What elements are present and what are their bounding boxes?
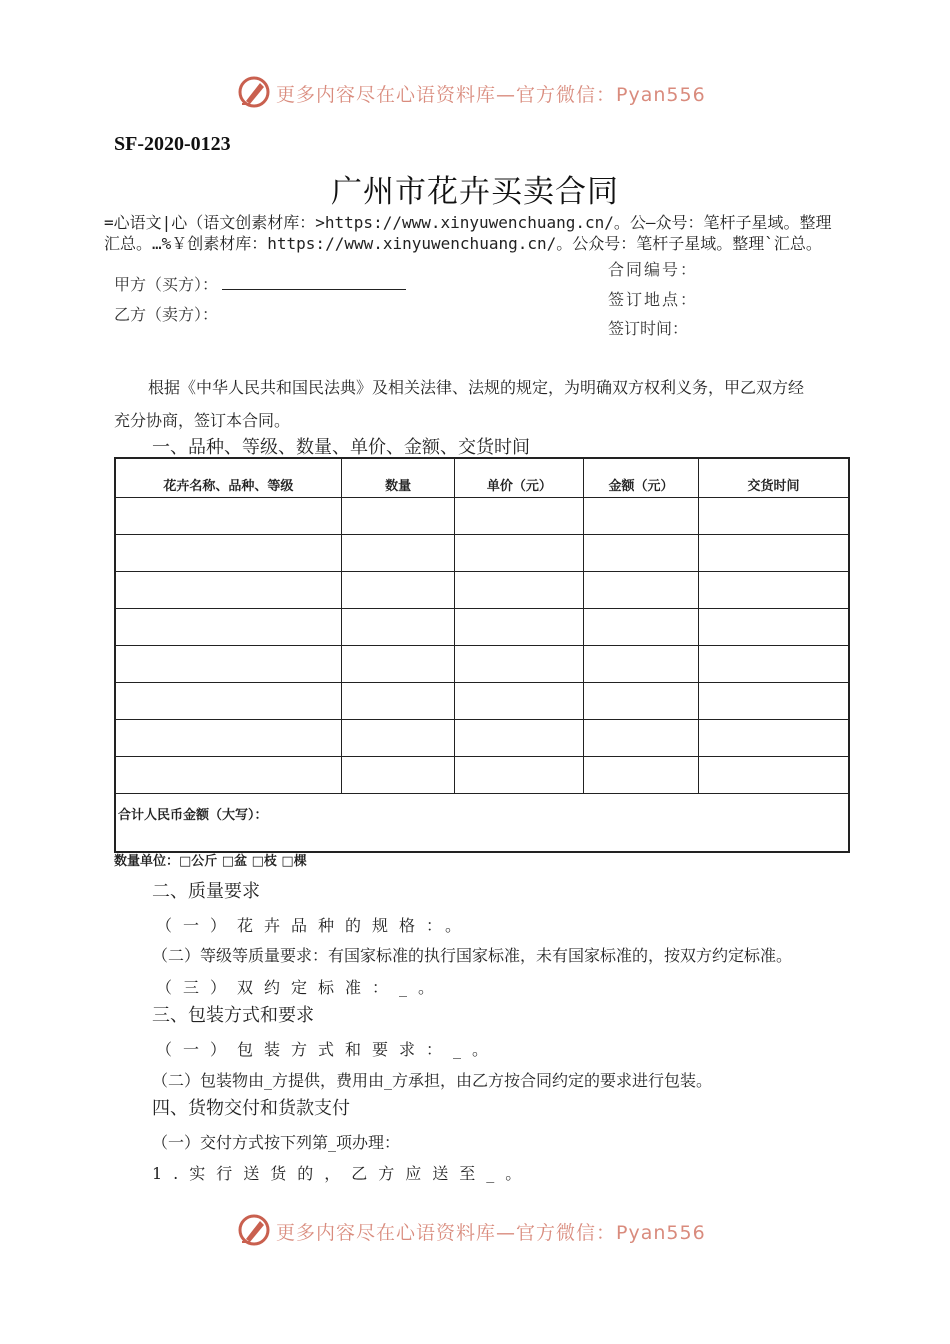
- table-cell[interactable]: [584, 757, 699, 794]
- table-cell[interactable]: [455, 646, 584, 683]
- table-cell[interactable]: [455, 683, 584, 720]
- watermark-line-2: 汇总。…%￥创素材库：https://www.xinyuwenchuang.cn/。公众号：笔杆子星域。整理`汇总。: [104, 234, 822, 253]
- pen-seal-logo-icon: [236, 1212, 272, 1248]
- total-amount-label: 合计人民币金额（大写）：: [115, 794, 849, 853]
- table-cell[interactable]: [698, 498, 849, 535]
- table-cell[interactable]: [455, 572, 584, 609]
- intro-line-2: 充分协商，签订本合同。: [114, 411, 291, 430]
- banner-text: 更多内容尽在心语资料库—官方微信：Pyan556: [276, 84, 706, 106]
- watermark-line-1: =心语文|心（语文创素材库：>https://www.xinyuwenchuang.cn/。公—众号：笔杆子星域。整理: [104, 213, 832, 232]
- table-cell[interactable]: [455, 720, 584, 757]
- table-row: [115, 609, 849, 646]
- section-4-heading: 四、货物交付和货款支付: [152, 1098, 350, 1119]
- table-cell[interactable]: [341, 646, 455, 683]
- column-header: 金额（元）: [584, 458, 699, 498]
- document-number: SF-2020-0123: [114, 133, 231, 155]
- column-header: 花卉名称、品种、等级: [115, 458, 341, 498]
- banner-text: 更多内容尽在心语资料库—官方微信：Pyan556: [276, 1222, 706, 1244]
- table-row: [115, 757, 849, 794]
- table-cell[interactable]: [341, 720, 455, 757]
- table-cell[interactable]: [341, 535, 455, 572]
- bottom-banner: [0, 1212, 950, 1252]
- table-cell[interactable]: [341, 609, 455, 646]
- table-header-row: [115, 458, 849, 498]
- table-cell[interactable]: [455, 535, 584, 572]
- intro-line-1: 根据《中华人民共和国民法典》及相关法律、法规的规定，为明确双方权利义务，甲乙双方经: [148, 378, 805, 397]
- table-cell[interactable]: [698, 646, 849, 683]
- table-cell[interactable]: [584, 646, 699, 683]
- table-cell[interactable]: [455, 609, 584, 646]
- table-cell[interactable]: [584, 535, 699, 572]
- column-header: 数量: [341, 458, 455, 498]
- table-cell[interactable]: [698, 757, 849, 794]
- table-row: [115, 572, 849, 609]
- table-row: [115, 535, 849, 572]
- table-row: [115, 683, 849, 720]
- goods-table: [114, 457, 850, 853]
- table-row: [115, 498, 849, 535]
- table-cell[interactable]: [698, 683, 849, 720]
- pen-seal-logo-icon: [236, 74, 272, 110]
- buyer-label: 甲方（买方）：: [114, 275, 219, 294]
- table-cell[interactable]: [341, 757, 455, 794]
- table-cell[interactable]: [115, 609, 341, 646]
- column-header: 交货时间: [698, 458, 849, 498]
- table-cell[interactable]: [584, 683, 699, 720]
- section-2-heading: 二、质量要求: [152, 881, 260, 902]
- table-cell[interactable]: [115, 572, 341, 609]
- table-cell[interactable]: [698, 572, 849, 609]
- page-title: 广州市花卉买卖合同: [331, 174, 619, 210]
- section-3-item-2: （二）包装物由_方提供，费用由_方承担，由乙方按合同约定的要求进行包装。: [152, 1071, 713, 1090]
- section-4-item-1: （一）交付方式按下列第_项办理：: [152, 1133, 401, 1152]
- table-cell[interactable]: [698, 720, 849, 757]
- buyer-underline: [222, 275, 406, 290]
- total-row: [115, 794, 849, 853]
- table-cell[interactable]: [115, 498, 341, 535]
- table-cell[interactable]: [584, 572, 699, 609]
- sign-place-label: 签订地点：: [608, 290, 699, 309]
- table-cell[interactable]: [115, 535, 341, 572]
- table-row: [115, 646, 849, 683]
- section-1-heading: 一、品种、等级、数量、单价、金额、交货时间: [152, 437, 530, 458]
- quantity-units: 数量单位：□公斤 □盆 □枝 □棵: [114, 854, 307, 869]
- table-cell[interactable]: [698, 535, 849, 572]
- table-cell[interactable]: [115, 683, 341, 720]
- table-cell[interactable]: [115, 646, 341, 683]
- table-cell[interactable]: [698, 609, 849, 646]
- table-cell[interactable]: [341, 572, 455, 609]
- table-row: [115, 720, 849, 757]
- table-cell[interactable]: [584, 609, 699, 646]
- section-4-item-2: 1.实行送货的，乙方应送至_。: [152, 1164, 533, 1183]
- sign-time-label: 签订时间：: [608, 319, 689, 338]
- table-cell[interactable]: [341, 498, 455, 535]
- table-cell[interactable]: [584, 720, 699, 757]
- buyer-field: [114, 272, 406, 295]
- section-2-item-1: （一）花卉品种的规格：。: [156, 916, 473, 935]
- section-2-item-2: （二）等级等质量要求：有国家标准的执行国家标准，未有国家标准的，按双方约定标准。: [152, 946, 793, 965]
- column-header: 单价（元）: [455, 458, 584, 498]
- seller-label: 乙方（卖方）：: [114, 305, 219, 324]
- table-cell[interactable]: [584, 498, 699, 535]
- table-cell[interactable]: [115, 757, 341, 794]
- section-3-heading: 三、包装方式和要求: [152, 1005, 314, 1026]
- table-cell[interactable]: [341, 683, 455, 720]
- section-2-item-3: （三）双约定标准：_。: [156, 978, 446, 997]
- table-cell[interactable]: [115, 720, 341, 757]
- contract-no-label: 合同编号：: [608, 260, 699, 279]
- top-banner: [0, 74, 950, 114]
- table-cell[interactable]: [455, 498, 584, 535]
- section-3-item-1: （一）包装方式和要求：_。: [156, 1040, 500, 1059]
- table-cell[interactable]: [455, 757, 584, 794]
